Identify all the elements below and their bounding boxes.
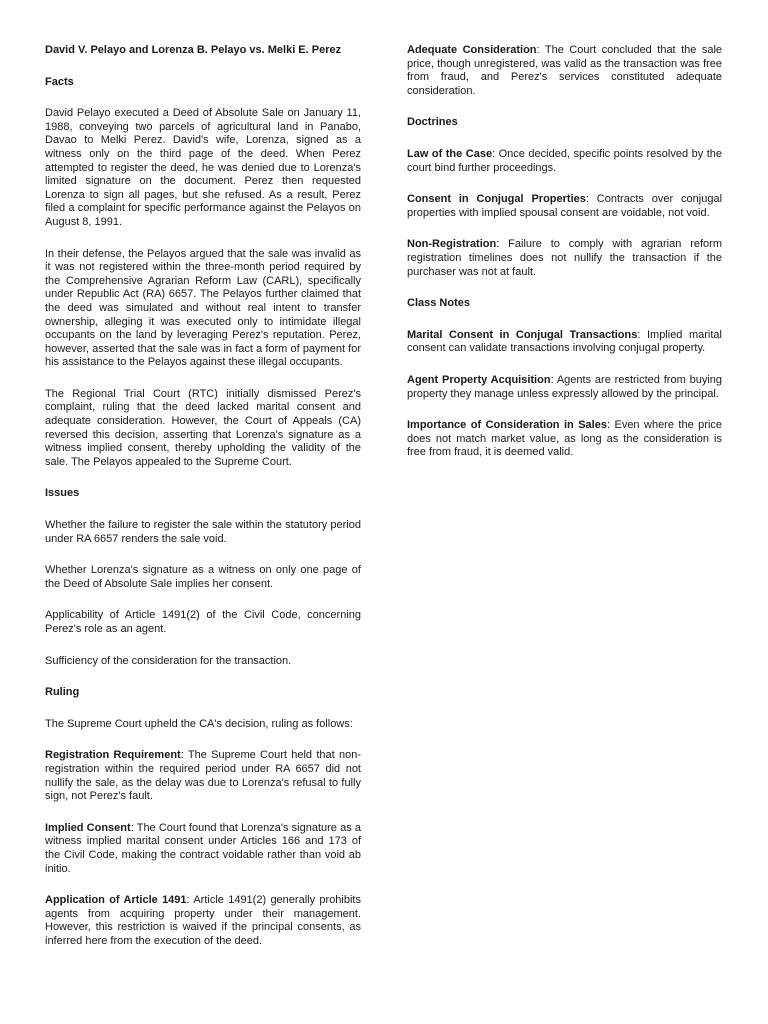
ruling-item — [45, 822, 361, 876]
ruling-intro: The Supreme Court upheld the CA's decision, ruling as follows: — [45, 717, 353, 730]
ruling-item — [45, 894, 361, 948]
doctrines-heading: Doctrines — [407, 116, 458, 129]
ruling-item-text: : Article 1491(2) generally prohibits agents from acquiring property under their management. However, this restriction is waived if the principal consents, as inferred here from the execution of the deed. — [45, 894, 361, 947]
ruling-item-term: Implied Consent — [45, 821, 131, 834]
class-note-term: Marital Consent in Conjugal Transactions — [407, 328, 638, 341]
ruling-item-term: Adequate Consideration — [407, 44, 537, 56]
doctrine-item-term: Law of the Case — [407, 147, 493, 160]
doctrine-item-text: : Contracts over conjugal properties with implied spousal consent are voidable, not void. — [407, 193, 723, 219]
ruling-item-text: : The Supreme Court held that non-registration within the required period under RA 6657 did not nullify the sale, as the delay was due to Lorenza's refusal to fully sign, not Perez's fault. — [45, 749, 362, 803]
class-note-text: : Implied marital consent can validate transactions involving conjugal property. — [407, 328, 722, 355]
doctrine-item-text: : Failure to comply with agrarian reform registration timelines does not nullify the transaction if the purchaser was not at fault. — [407, 238, 722, 278]
ruling-item-text: : The Court concluded that the sale price, though unregistered, was valid as the transaction was free from fraud, and Perez's services constituted adequate consideration. — [407, 44, 723, 97]
doctrine-item-term: Consent in Conjugal Properties — [407, 193, 586, 206]
issue-paragraph: Whether the failure to register the sale within the statutory period under RA 6657 renders the sale void. — [45, 519, 361, 545]
class-note-item — [407, 374, 722, 401]
ruling-item-term: Registration Requirement — [45, 749, 181, 762]
facts-paragraph: The Regional Trial Court (RTC) initially dismissed Perez's complaint, ruling that the deed lacked marital consent and adequate consideration. However, the Court of Appeals (CA) reversed this decision, asserting that Lorenza's signature as a witness implied consent, thereby upholding the validity of the sale. The Pelayos appealed to the Supreme Court. — [45, 387, 361, 468]
right-column — [407, 44, 722, 478]
ruling-heading: Ruling — [45, 686, 80, 699]
issues-heading: Issues — [45, 487, 80, 500]
case-title: David V. Pelayo and Lorenza B. Pelayo vs. Melki E. Perez — [45, 44, 342, 56]
facts-heading: Facts — [45, 75, 74, 88]
issue-paragraph: Whether Lorenza's signature as a witness on only one page of the Deed of Absolute Sale implies her consent. — [45, 564, 361, 590]
ruling-item-term: Application of Article 1491 — [45, 894, 187, 907]
class-note-item — [407, 419, 722, 460]
class-note-item — [407, 329, 722, 356]
doctrine-item — [407, 238, 722, 279]
class-note-term: Agent Property Acquisition — [407, 373, 551, 386]
doctrine-item — [407, 193, 722, 220]
doctrine-item-text: : Once decided, specific points resolved by the court bind further proceedings. — [407, 147, 722, 174]
ruling-item — [407, 44, 722, 98]
doctrine-item-term: Non-Registration — [407, 238, 497, 251]
class-notes-heading: Class Notes — [407, 297, 470, 310]
issue-paragraph: Applicability of Article 1491(2) of the Civil Code, concerning Perez's role as an agent. — [45, 609, 361, 635]
facts-paragraph: David Pelayo executed a Deed of Absolute Sale on January 11, 1988, conveying two parcels of agricultural land in Panabo, Davao to Melki Perez. David's wife, Lorenza, signed as a witness only on the third page of the deed. When Perez attempted to register the deed, he was denied due to Lorenza's limited signature on the document. Perez then requested Lorenza to sign all pages, but she refused. As a result, Perez filed a complaint for specific performance against the Pelayos on August 8, 1991. — [45, 107, 361, 228]
facts-paragraph: In their defense, the Pelayos argued that the sale was invalid as it was not registered within the three-month period required by the Comprehensive Agrarian Reform Law (CARL), specifically under Republic Act (RA) 6657. The Pelayos further claimed that the deed was simulated and without real intent to transfer ownership, alleging it was executed only to intimidate illegal occupants on the land by leveraging Perez's reputation. Perez, however, asserted that the sale was in fact a form of payment for his assistance to the Pelayos against these illegal occupants. — [45, 247, 361, 369]
issue-paragraph: Sufficiency of the consideration for the transaction. — [45, 654, 292, 667]
class-note-text: : Even where the price does not match market value, as long as the consideration is free from fraud, it is deemed valid. — [407, 419, 723, 459]
ruling-item-text: : The Court found that Lorenza's signature as a witness implied marital consent under Articles 166 and 173 of the Civil Code, making the contract voidable rather than void ab initio. — [45, 821, 362, 875]
class-note-text: : Agents are restricted from buying property they manage unless expressly allowed by the principal. — [407, 373, 722, 400]
doctrine-item — [407, 148, 722, 175]
ruling-item — [45, 749, 361, 803]
left-column — [45, 44, 361, 967]
class-note-term: Importance of Consideration in Sales — [407, 419, 607, 432]
